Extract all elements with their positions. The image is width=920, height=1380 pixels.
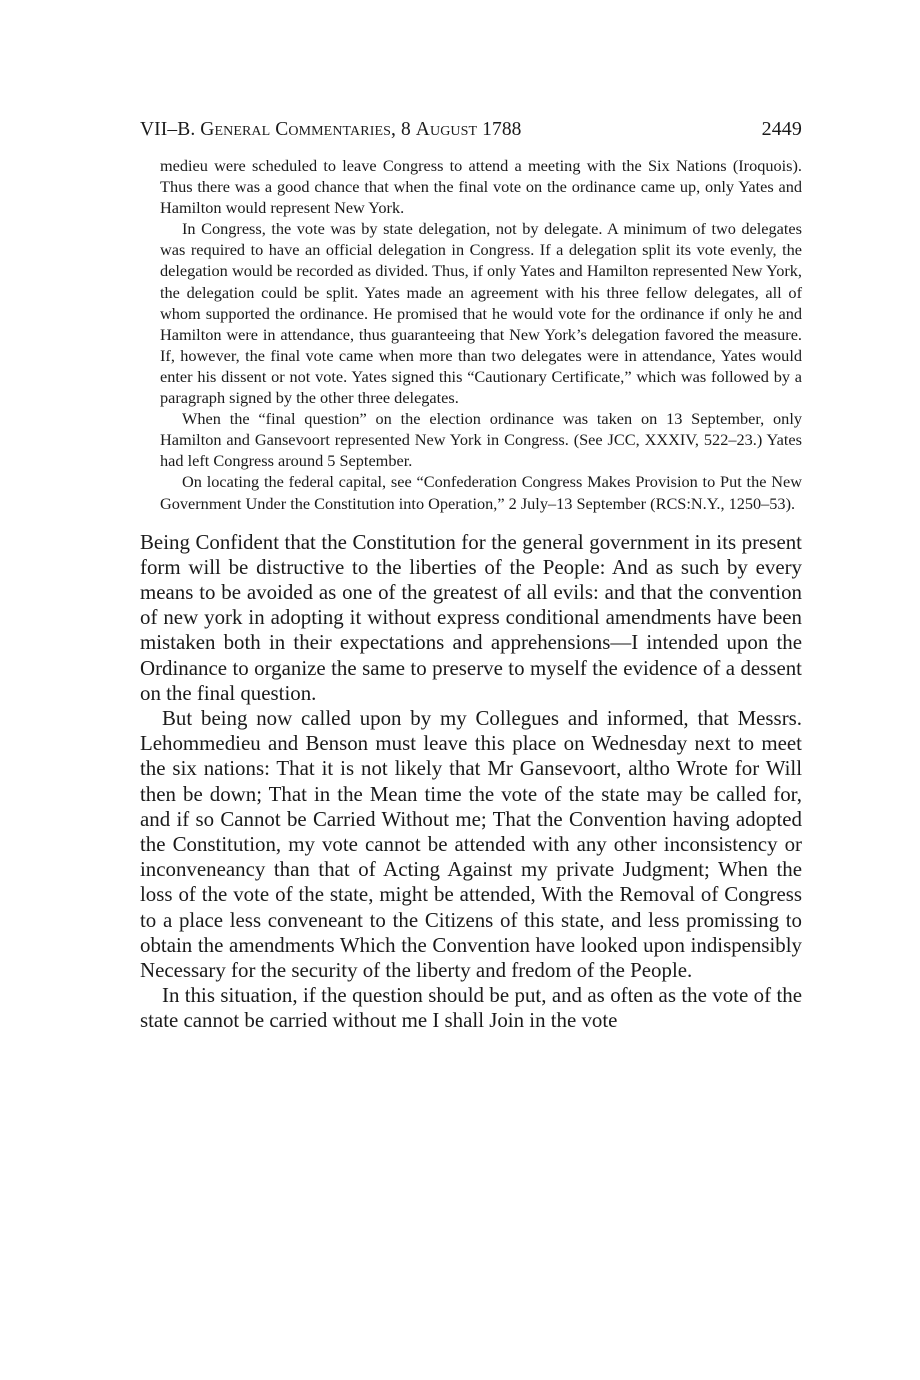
editorial-notes — [140, 155, 802, 514]
document-paragraph: But being now called upon by my Collegues and informed, that Messrs. Lehommedieu and Benson must leave this place on Wednesday next to meet the six nations: That it is not likely that Mr Gansevoort, altho Wrote for Will then be down; That in the Mean time the vote of the state may be called for, and if so Cannot be Carried Without me; That the Convention having adopted the Constitution, my vote cannot be attended with any other inconsistency or inconveneancy than that of Acting Against my private Judgment; When the loss of the vote of the state, might be attended, With the Removal of Congress to a place less conveneant to the Citizens of this state, and less promissing to obtain the amendments Which the Convention have looked upon indispensibly Necessary for the security of the liberty and fredom of the People. — [140, 706, 802, 983]
note-paragraph: When the “final question” on the election ordinance was taken on 13 September, only Hamilton and Gansevoort represented New York in Congress. (See JCC, XXXIV, 522–23.) Yates had left Congress around 5 September. — [160, 409, 802, 471]
running-head-section: VII–B. — [140, 119, 201, 140]
running-head-month: August — [415, 119, 478, 140]
document-paragraph: Being Confident that the Constitution for the general government in its present form will be distructive to the liberties of the People: And as such by every means to be avoided as one of the greatest of all evils: and that the convention of new york in adopting it without express conditional amendments have been mistaken both in their expectations and apprehensions—I intended upon the Ordinance to organize the same to preserve to myself the evidence of a dessent on the final question. — [140, 529, 802, 705]
running-head-title — [140, 119, 522, 141]
document-paragraph: In this situation, if the question should be put, and as often as the vote of the state cannot be carried without me I shall Join in the vote — [140, 983, 802, 1033]
document-text — [140, 530, 802, 1034]
running-head-year: 1788 — [477, 119, 522, 140]
page-number: 2449 — [761, 118, 802, 140]
note-paragraph: medieu were scheduled to leave Congress to attend a meeting with the Six Nations (Iroquois). Thus there was a good chance that when the final vote on the ordinance came up, only Yates and Hamilton would represent New York. — [160, 156, 802, 218]
note-paragraph: On locating the federal capital, see “Confederation Congress Makes Provision to Put the New Government Under the Constitution into Operation,” 2 July–13 September (RCS:N.Y., 1250–53). — [160, 472, 802, 513]
running-head-title-text: General Commentaries — [200, 119, 392, 140]
running-head — [140, 118, 802, 141]
note-paragraph: In Congress, the vote was by state delegation, not by delegate. A minimum of two delegates was required to have an official delegation in Congress. If a delegation split its vote evenly, the delegation would be recorded as divided. Thus, if only Yates and Hamilton represented New York, the delegation could be split. Yates made an agreement with his three fellow delegates, all of whom supported the ordinance. He promised that he would vote for the ordinance if only he and Hamilton were in attendance, thus guaranteeing that New York’s delegation favored the measure. If, however, the final vote came when more than two delegates were in attendance, Yates would enter his dissent or not vote. Yates signed this “Cautionary Certificate,” which was followed by a paragraph signed by the other three delegates. — [160, 219, 802, 408]
page — [140, 118, 802, 1034]
running-head-day: , 8 — [391, 119, 416, 140]
